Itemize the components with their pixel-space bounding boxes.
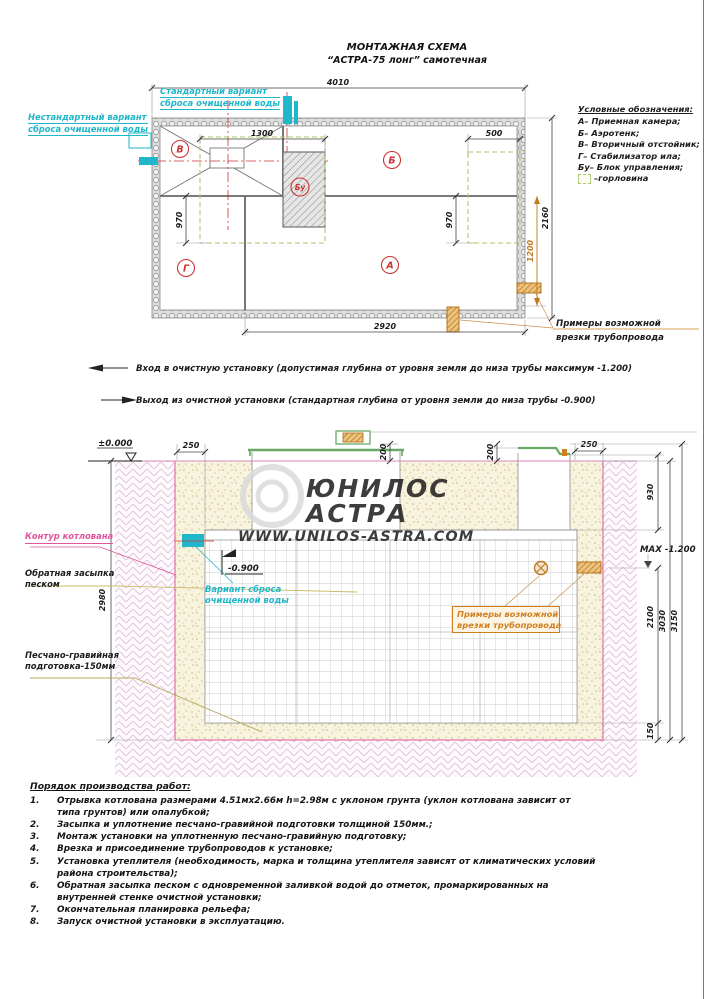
standard-outlet-line1: Стандартный вариант <box>160 86 280 98</box>
standard-outlet-label <box>160 86 280 110</box>
hopper-center <box>210 148 244 168</box>
backfill-label <box>25 568 114 589</box>
work-item-5 <box>30 856 596 880</box>
work-item-1-text: Отрывка котлована размерами 4.51мх2.66м h=2.98м с уклоном грунта (уклон котлована зависит от типа грунтов) или опалубкой; <box>57 796 571 819</box>
legend-item-g: Г– Стабилизатор ила; <box>578 150 681 161</box>
zero-level-icon <box>126 453 136 461</box>
work-item-6-num: 6. <box>30 880 40 891</box>
dim-2920: 2920 <box>373 322 397 331</box>
work-item-4 <box>30 843 596 855</box>
legend-item-b: Б– Аэротенк; <box>578 127 640 138</box>
watermark-line2: АСТРА <box>306 499 409 528</box>
dim-2980: 2980 <box>98 588 107 612</box>
bedding-line1: Песчано-гравийная <box>25 650 119 660</box>
watermark-url: WWW.UNILOS-ASTRA.COM <box>238 529 475 545</box>
dim-150: 150 <box>646 722 655 740</box>
dim-3150: 3150 <box>670 609 679 633</box>
chamber-v: В <box>176 144 184 156</box>
dim-250-left: 250 <box>182 441 200 450</box>
gorlovina-swatch-icon <box>578 174 591 184</box>
work-item-7-num: 7. <box>30 904 40 915</box>
work-item-2-num: 2. <box>30 820 40 831</box>
dim-1200: 1200 <box>526 239 535 263</box>
work-item-6-text: Обратная засыпка песком с одновременной заливкой водой до отметок, промаркированных на внутренней стенке очистной установки; <box>57 880 549 903</box>
work-item-8 <box>30 916 596 928</box>
nonstandard-outlet-line2: сброса очищенной воды <box>28 124 148 134</box>
backfill-line2: песком <box>25 578 60 589</box>
pit-contour-text: Контур котлована <box>25 531 114 541</box>
pipe-tap-bottom <box>447 307 459 332</box>
dim-200-right: 200 <box>486 443 495 461</box>
chamber-g: Г <box>182 263 190 275</box>
work-item-3-num: 3. <box>30 832 40 843</box>
legend-item-gorlovina-label: –горловина <box>594 173 649 184</box>
dim-250-right: 250 <box>580 440 598 449</box>
legend-item-gorlovina <box>578 173 714 184</box>
dim-500: 500 <box>485 129 503 138</box>
watermark-line1: ЮНИЛОС <box>306 474 450 503</box>
pit-contour-label <box>25 531 113 544</box>
level-max-1200: MAX -1.200 <box>640 545 696 555</box>
outlet-note: Выход из очистной установки (стандартная глубина от уровня земли до низа трубы -0.900) <box>136 396 596 406</box>
title-line2: “АСТРА-75 лонг” самотечная <box>326 54 488 66</box>
work-item-3 <box>30 831 596 843</box>
legend-title: Условные обозначения: <box>578 104 693 114</box>
plan-tap-label-line1: Примеры возможной <box>556 319 661 329</box>
backfill-line1: Обратная засыпка <box>25 568 115 578</box>
work-item-1-num: 1. <box>30 796 40 807</box>
work-item-1 <box>30 795 596 819</box>
work-item-4-num: 4. <box>30 844 40 855</box>
work-item-4-text: Врезка и присоединение трубопроводов к установке; <box>57 844 333 855</box>
work-order-title: Порядок производства работ: <box>30 781 191 792</box>
outlet-variant-label <box>205 584 289 605</box>
legend-item-a: А– Приемная камера; <box>578 116 681 127</box>
dim-970-left: 970 <box>175 211 184 229</box>
inlet-note: Вход в очистную установку (допустимая глубина от уровня земли до низа трубы максимум -1.200) <box>136 364 632 374</box>
dim-970-right: 970 <box>445 211 454 229</box>
level-zero: ±0.000 <box>98 439 133 449</box>
chamber-bu: Бу <box>294 183 306 192</box>
bedding-label <box>25 650 119 671</box>
drawing-title <box>257 42 557 67</box>
dim-2100: 2100 <box>646 605 655 629</box>
legend-item-v: В– Вторичный отстойник; <box>578 139 700 150</box>
sheet-border <box>703 0 704 999</box>
work-item-6 <box>30 880 596 904</box>
standard-outlet-pipe <box>283 96 292 124</box>
dim-4010: 4010 <box>326 78 350 87</box>
legend <box>578 104 714 185</box>
outlet-variant-line1: Вариант сброса <box>205 584 282 594</box>
chamber-b: Б <box>388 155 396 167</box>
section-tap-label <box>452 606 560 633</box>
section-view <box>30 431 697 777</box>
legend-item-bu: Бу– Блок управления; <box>578 162 684 173</box>
work-item-5-text: Установка утеплителя (необходимость, марка и толщина утеплителя зависят от климатических условий района строительства); <box>57 856 596 879</box>
work-item-7 <box>30 904 596 916</box>
outlet-pipe-section <box>182 534 204 547</box>
standard-outlet-line2: сброса очищенной воды <box>160 98 280 108</box>
dim-2160: 2160 <box>541 206 550 230</box>
work-item-5-num: 5. <box>30 856 40 867</box>
work-item-8-text: Запуск очистной установки в эксплуатацию. <box>57 917 285 928</box>
dim-200-left: 200 <box>379 443 388 461</box>
section-tap-line2: врезки трубопровода <box>457 619 562 630</box>
nonstandard-outlet-pipe <box>139 157 158 165</box>
bedding-line2: подготовка-150мм <box>25 660 116 671</box>
level-minus-0900: -0.900 <box>228 564 259 574</box>
dim-3030: 3030 <box>658 609 667 633</box>
chamber-a: А <box>386 260 394 272</box>
work-item-8-num: 8. <box>30 917 40 928</box>
dim-930: 930 <box>646 483 655 501</box>
inlet-arrow-icon <box>88 365 103 372</box>
outlet-arrow-icon <box>122 397 137 404</box>
title-line1: МОНТАЖНАЯ СХЕМА <box>346 42 468 53</box>
plan-tap-label-line2: врезки трубопровода <box>556 333 664 343</box>
dim-1300: 1300 <box>250 129 274 138</box>
section-tap-line1: Примеры возможной <box>457 609 559 619</box>
notes <box>88 363 632 406</box>
nonstandard-outlet-label <box>28 112 148 136</box>
nonstandard-outlet-line1: Нестандартный вариант <box>28 112 147 122</box>
outlet-variant-line2: очищенной воды <box>205 594 289 605</box>
work-item-2-text: Засыпка и уплотнение песчано-гравийной подготовки толщиной 150мм.; <box>57 820 433 831</box>
work-order-list <box>30 781 596 928</box>
work-item-2 <box>30 819 596 831</box>
max-level-arrow-icon <box>644 561 652 568</box>
work-item-3-text: Монтаж установки на уплотненную песчано-гравийную подготовку; <box>57 832 407 843</box>
work-item-7-text: Окончательная планировка рельефа; <box>57 904 251 915</box>
pipe-tap-stub <box>577 562 601 573</box>
